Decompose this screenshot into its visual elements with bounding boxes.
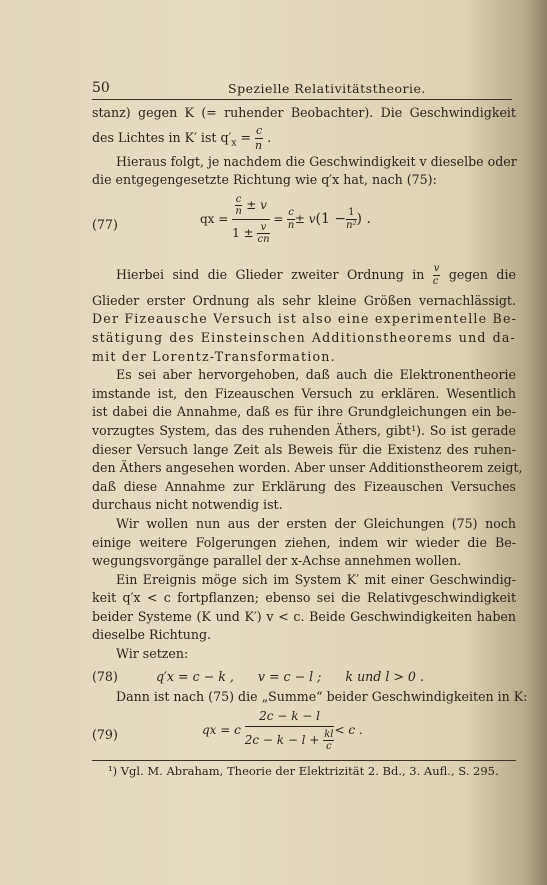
text-line: Glieder erster Ordnung als sehr kleine Größen vernachlässigt. <box>92 292 516 308</box>
fraction: $\frac{v}{c}$ <box>432 262 440 287</box>
fraction: $\frac{c}{n}$ <box>287 206 295 231</box>
text-line: den Äthers angesehen worden. Aber unser Additionstheorem zeigt, <box>92 460 523 476</box>
text-line: daß diese Annahme zur Erklärung des Fizeauschen Versuches <box>92 478 516 494</box>
header-rule <box>92 99 512 100</box>
text-line: ist dabei die Annahme, daß es für ihre Grundgleichungen ein be- <box>92 404 516 420</box>
text-line: Hieraus folgt, je nachdem die Geschwindigkeit v dieselbe oder <box>116 153 517 169</box>
text-line: beider Systeme (K und K′) v < c. Beide Geschwindigkeiten haben <box>92 608 516 624</box>
text-line: Ein Ereignis möge sich im System K′ mit einer Geschwindig- <box>116 571 516 587</box>
running-title: Spezielle Relativitätstheorie. <box>228 81 426 96</box>
text-line: imstande ist, den Fizeauschen Versuch zu erklären. Wesentlich <box>92 385 516 401</box>
text-line: Dann ist nach (75) die „Summe“ beider Geschwindigkeiten in K: <box>116 688 528 704</box>
footnote-rule <box>92 760 516 761</box>
text-line: stätigung des Einsteinschen Additionstheorems und da- <box>92 329 516 345</box>
page-body <box>92 104 528 770</box>
equation-number: (78) <box>92 668 118 684</box>
text-line: keit q′x < c fortpflanzen; ebenso sei die Relativgeschwindigkeit <box>92 590 516 606</box>
text-line: die entgegengesetzte Richtung wie q′x hat, nach (75): <box>92 172 437 188</box>
fraction: $\frac{c}{n}$ ± v 1 ± $\frac{v}{cn}$ <box>232 193 270 245</box>
footnote: ¹) Vgl. M. Abraham, Theorie der Elektrizität 2. Bd., 3. Aufl., S. 295. <box>108 764 499 778</box>
text-line: mit der Lorentz-Transformation. <box>92 348 336 364</box>
equation-79: (79) qx = c 2c − k − l 2c − k − l + $\frac{kl}{c}$ < c . <box>92 709 363 753</box>
text-line: einige weitere Folgerungen ziehen, indem wir wieder die Be- <box>92 534 516 550</box>
equation-78: (78) q′x = c − k , v = c − l ; k und l > 0 . <box>92 666 516 688</box>
fraction: $\frac{1}{\text{n²}}$ <box>346 206 357 231</box>
page-number: 50 <box>92 80 110 96</box>
fraction: $\frac{c}{n}$ <box>255 123 263 152</box>
text-line: dieser Versuch lange Zeit als Beweis für die Existenz des ruhen- <box>92 441 516 457</box>
fraction: 2c − k − l 2c − k − l + $\frac{kl}{c}$ <box>244 709 334 753</box>
text-line: des Lichtes in K′ ist $q'_x$ = $\frac{c}{n}$ . <box>92 123 272 152</box>
text-line: Hierbei sind die Glieder zweiter Ordnung in $\frac{v}{c}$ gegen die <box>116 262 516 287</box>
text-line: durchaus nicht notwendig ist. <box>92 497 283 513</box>
text-line: vorzugtes System, das des ruhenden Äthers, gibt¹). So ist gerade <box>92 422 516 438</box>
text-line: Wir wollen nun aus der ersten der Gleichungen (75) noch <box>116 515 516 531</box>
equation-77: (77) qx = $\frac{c}{n}$ ± v 1 ± $\frac{v}{cn}$ = $\frac{c}{n}$ ± v(1 − $\frac{1}{\text{n²}}$ ) . <box>92 193 371 245</box>
text-line: dieselbe Richtung. <box>92 627 212 643</box>
text-line: Es sei aber hervorgehoben, daß auch die Elektronentheorie <box>116 367 516 383</box>
equation-number: (77) <box>92 216 118 232</box>
equation-number: (79) <box>92 727 118 743</box>
text-line: Wir setzen: <box>116 646 189 662</box>
text-line: stanz) gegen K (= ruhender Beobachter). Die Geschwindigkeit <box>92 105 516 120</box>
text-line: wegungsvorgänge parallel der x-Achse annehmen wollen. <box>92 553 462 569</box>
text-line: Der Fizeausche Versuch ist also eine experimentelle Be- <box>92 311 518 327</box>
